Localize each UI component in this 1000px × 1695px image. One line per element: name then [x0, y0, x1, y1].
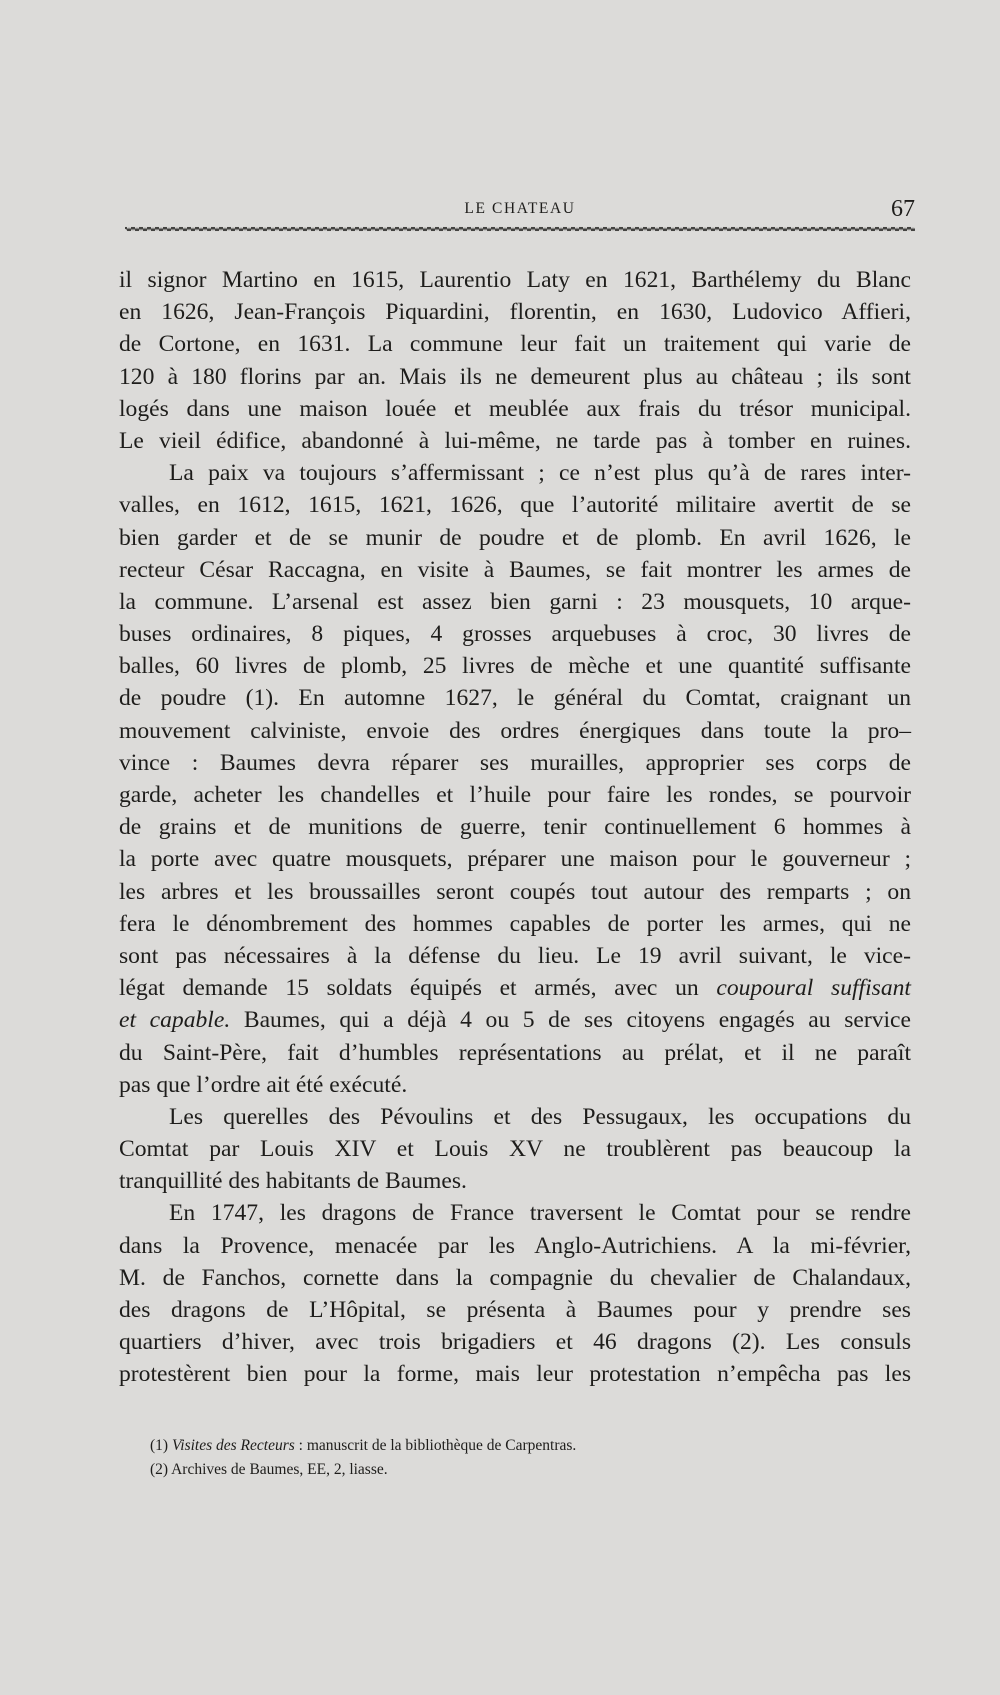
text-line: recteur César Raccagna, en visite à Baumes, se fait montrer les armes de [119, 556, 911, 583]
text-line: tranquillité des habitants de Baumes. [119, 1168, 467, 1195]
footnote-title: Visites des Recteurs [171, 1437, 295, 1454]
text-line-with-italic [119, 972, 911, 1004]
text-line: de Cortone, en 1631. La commune leur fait un traitement qui varie de [119, 331, 911, 358]
text-line: de grains et de munitions de guerre, tenir continuellement 6 hommes à [119, 814, 911, 841]
footnote-text: Archives de Baumes, EE, 2, liasse. [171, 1461, 388, 1478]
footnotes [150, 1434, 910, 1482]
footnote-2 [150, 1458, 910, 1482]
text-line: Le vieil édifice, abandonné à lui-même, ne tarde pas à tomber en ruines. [119, 427, 911, 454]
italic-phrase: et capable. [119, 1007, 231, 1034]
text-line: il signor Martino en 1615, Laurentio Laty en 1621, Barthélemy du Blanc [119, 267, 911, 293]
decorative-wavy-rule [125, 224, 915, 234]
text-line: vince : Baumes devra réparer ses murailles, approprier ses corps de [119, 749, 911, 776]
paragraph-1 [119, 264, 911, 457]
text-line: protestèrent bien pour la forme, mais leur protestation n’empêcha pas les [119, 1361, 911, 1388]
text-segment: légat demande 15 soldats équipés et armés, avec un [119, 975, 717, 1002]
text-line: pas que l’ordre ait été exécuté. [119, 1071, 408, 1098]
text-line: Comtat par Louis XIV et Louis XV ne troublèrent pas beaucoup la [119, 1136, 911, 1163]
text-line: En 1747, les dragons de France traversent le Comtat pour se rendre [169, 1200, 911, 1227]
running-head [125, 196, 915, 226]
text-line: la porte avec quatre mousquets, préparer une maison pour le gouverneur ; [119, 846, 911, 873]
text-line: M. de Fanchos, cornette dans la compagnie du chevalier de Chalandaux, [119, 1264, 911, 1291]
text-line: dans la Provence, menacée par les Anglo-Autrichiens. A la mi-février, [119, 1232, 911, 1259]
text-line: les arbres et les broussailles seront coupés tout autour des remparts ; on [119, 878, 911, 905]
text-line: 120 à 180 florins par an. Mais ils ne demeurent plus au château ; ils sont [119, 363, 911, 390]
text-line: des dragons de L’Hôpital, se présenta à Baumes pour y prendre ses [119, 1297, 911, 1323]
text-line: La paix va toujours s’affermissant ; ce n’est plus qu’à de rares inter- [169, 460, 911, 487]
footnote-1 [150, 1434, 910, 1458]
text-line: mouvement calviniste, envoie des ordres énergiques dans toute la pro– [119, 717, 911, 744]
text-line: la commune. L’arsenal est assez bien garni : 23 mousquets, 10 arque- [119, 588, 911, 615]
text-line: fera le dénombrement des hommes capables de porter les armes, qui ne [119, 910, 911, 937]
text-line: buses ordinaires, 8 piques, 4 grosses arquebuses à croc, 30 livres de [119, 621, 911, 648]
text-line-with-italic [119, 1004, 911, 1036]
text-segment: Baumes, qui a déjà 4 ou 5 de ses citoyens engagés au service [230, 1007, 911, 1034]
footnote-text: : manuscrit de la bibliothèque de Carpentras. [294, 1437, 577, 1454]
italic-phrase: coupoural suffisant [716, 975, 911, 1002]
body-text [119, 264, 911, 1391]
text-line: balles, 60 livres de plomb, 25 livres de mèche et une quantité suffisante [119, 653, 911, 680]
paragraph-3 [119, 1101, 911, 1198]
text-line: logés dans une maison louée et meublée aux frais du trésor municipal. [119, 395, 911, 422]
text-line: du Saint-Père, fait d’humbles représentations au prélat, et il ne paraît [119, 1039, 911, 1066]
text-line: Les querelles des Pévoulins et des Pessugaux, les occupations du [169, 1103, 911, 1130]
text-line: garde, acheter les chandelles et l’huile pour faire les rondes, se pourvoir [119, 782, 911, 808]
running-title: LE CHATEAU [464, 200, 576, 217]
text-line: valles, en 1612, 1615, 1621, 1626, que l’autorité militaire avertit de se [119, 492, 911, 519]
text-line: sont pas nécessaires à la défense du lieu. Le 19 avril suivant, le vice- [119, 942, 911, 969]
text-line: bien garder et de se munir de poudre et de plomb. En avril 1626, le [119, 524, 911, 551]
paragraph-2 [119, 457, 911, 1101]
page-number: 67 [891, 196, 915, 222]
text-line: quartiers d’hiver, avec trois brigadiers et 46 dragons (2). Les consuls [119, 1329, 911, 1356]
text-line: de poudre (1). En automne 1627, le général du Comtat, craignant un [119, 685, 911, 712]
footnote-marker: (2) [150, 1461, 169, 1478]
text-line: en 1626, Jean-François Piquardini, florentin, en 1630, Ludovico Affieri, [119, 299, 911, 326]
footnote-marker: (1) [150, 1437, 169, 1454]
paragraph-4 [119, 1197, 911, 1390]
